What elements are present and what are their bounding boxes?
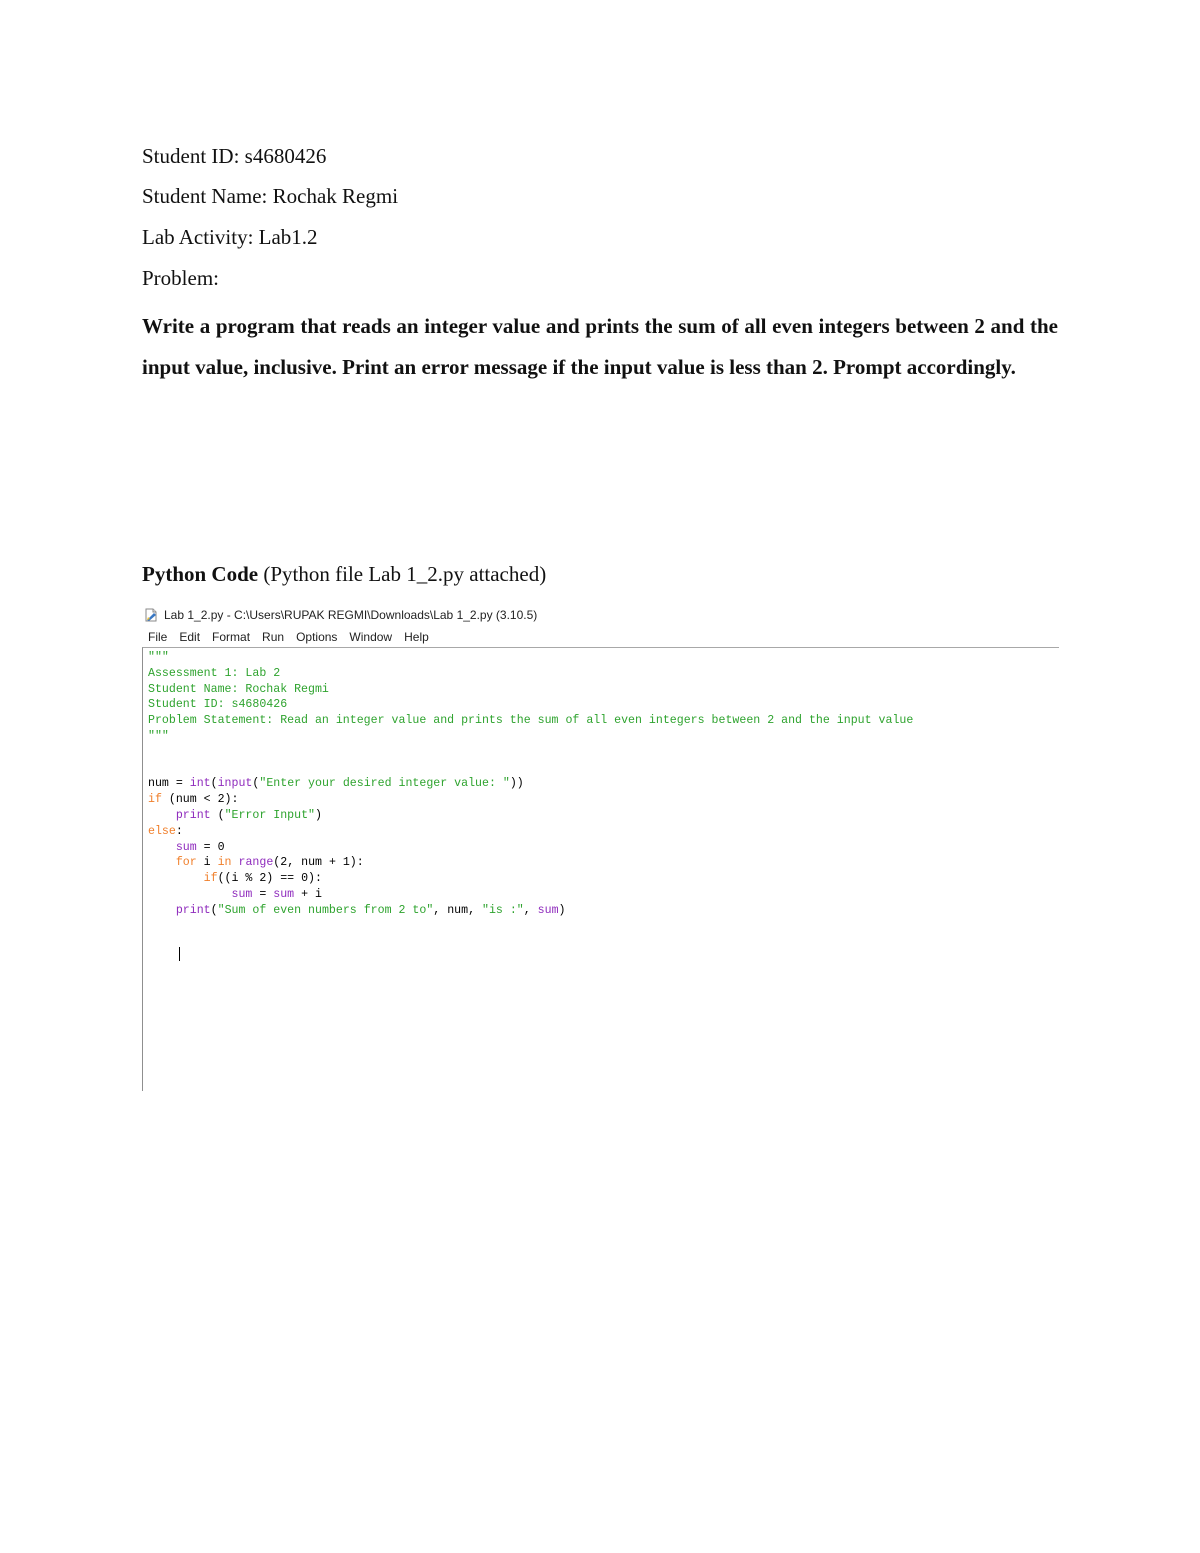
code-line bbox=[148, 697, 913, 713]
menu-options[interactable]: Options bbox=[296, 630, 338, 644]
code-token-default: (2, num + 1): bbox=[273, 856, 364, 870]
python-source-code bbox=[148, 650, 913, 919]
code-line bbox=[148, 761, 913, 777]
code-token-string: Student ID: s4680426 bbox=[148, 698, 288, 712]
code-token-string: """ bbox=[148, 729, 169, 743]
code-token-string: """ bbox=[148, 651, 169, 664]
menu-window[interactable]: Window bbox=[349, 630, 393, 644]
code-token-default bbox=[148, 841, 176, 854]
text-cursor bbox=[179, 947, 180, 961]
code-token-default bbox=[148, 888, 232, 901]
code-token-default: = bbox=[252, 887, 274, 901]
code-token-builtin: print bbox=[175, 808, 211, 822]
menu-file[interactable]: File bbox=[148, 630, 168, 644]
code-token-builtin: range bbox=[238, 856, 274, 870]
problem-label: Problem: bbox=[142, 266, 219, 290]
code-token-string: "is :" bbox=[482, 903, 524, 917]
idle-editor-screenshot bbox=[142, 604, 1060, 1090]
code-line bbox=[148, 666, 913, 682]
code-line bbox=[148, 682, 913, 698]
code-line bbox=[148, 776, 913, 792]
code-token-default: ) bbox=[558, 903, 566, 917]
code-token-default: (num < 2): bbox=[161, 793, 239, 807]
code-token-builtin: sum bbox=[175, 840, 197, 854]
code-token-default: ) bbox=[315, 808, 322, 822]
code-token-default: , num, bbox=[433, 903, 482, 917]
code-token-builtin: input bbox=[217, 777, 253, 791]
menu-format[interactable]: Format bbox=[212, 630, 251, 644]
code-line bbox=[148, 792, 913, 808]
code-token-string: Assessment 1: Lab 2 bbox=[148, 666, 281, 680]
code-token-default: : bbox=[175, 824, 183, 838]
code-token-default: ((i % 2) == 0): bbox=[217, 872, 322, 886]
code-heading bbox=[142, 562, 546, 586]
code-token-default: = 0 bbox=[196, 840, 225, 854]
code-token-builtin: print bbox=[175, 903, 211, 917]
code-token-string: Student Name: Rochak Regmi bbox=[148, 682, 329, 696]
code-line bbox=[148, 871, 913, 887]
code-token-default bbox=[148, 856, 176, 869]
code-line bbox=[148, 713, 913, 729]
code-token-keyword: if bbox=[203, 872, 218, 886]
code-line bbox=[148, 855, 913, 871]
idle-title-bar bbox=[142, 604, 1060, 626]
code-heading-note: (Python file Lab 1_2.py attached) bbox=[258, 562, 547, 586]
code-token-string: "Sum of even numbers from 2 to" bbox=[217, 903, 434, 917]
idle-menu-bar bbox=[142, 627, 1060, 647]
code-token-keyword: for bbox=[175, 856, 197, 870]
code-heading-bold: Python Code bbox=[142, 562, 259, 586]
code-line bbox=[148, 887, 913, 903]
code-token-builtin: sum bbox=[273, 887, 295, 901]
code-token-builtin: int bbox=[189, 777, 211, 791]
code-token-string: "Enter your desired integer value: " bbox=[259, 777, 510, 791]
student-id: Student ID: s4680426 bbox=[142, 144, 327, 168]
code-token-string: "Error Input" bbox=[224, 808, 316, 822]
code-token-default: i bbox=[196, 856, 218, 870]
code-token-default: ( bbox=[252, 777, 260, 791]
code-line bbox=[148, 840, 913, 856]
lab-activity: Lab Activity: Lab1.2 bbox=[142, 225, 318, 249]
menu-help[interactable]: Help bbox=[404, 630, 429, 644]
code-line bbox=[148, 808, 913, 824]
problem-statement: Write a program that reads an integer value and prints the sum of all even integers between 2 and the input value, inclusive. Print an error message if the input value is less than 2. Prompt accordingly. bbox=[142, 314, 1058, 379]
code-token-default bbox=[148, 809, 176, 822]
code-token-default: + i bbox=[294, 887, 322, 901]
code-token-default: , bbox=[523, 903, 538, 917]
code-token-default: )) bbox=[509, 777, 524, 791]
idle-window-title: Lab 1_2.py - C:\Users\RUPAK REGMI\Downloads\Lab 1_2.py (3.10.5) bbox=[164, 608, 538, 622]
code-token-keyword: if bbox=[148, 793, 162, 807]
code-token-string: Problem Statement: Read an integer value and prints the sum of all even integers between 2 and the input value bbox=[148, 714, 914, 728]
python-file-icon bbox=[144, 608, 158, 622]
code-line bbox=[148, 650, 913, 666]
code-line bbox=[148, 745, 913, 761]
student-name: Student Name: Rochak Regmi bbox=[142, 184, 399, 208]
code-editor-area[interactable] bbox=[142, 647, 1059, 1091]
code-token-default: ( bbox=[210, 777, 218, 791]
code-token-keyword: else bbox=[148, 824, 176, 838]
code-token-default: num = bbox=[148, 777, 190, 791]
code-token-default bbox=[148, 904, 176, 917]
code-token-builtin: sum bbox=[231, 887, 253, 901]
code-token-default: ( bbox=[210, 903, 218, 917]
code-token-default bbox=[148, 872, 204, 885]
code-token-default: ( bbox=[210, 808, 225, 822]
code-line bbox=[148, 903, 913, 919]
menu-edit[interactable]: Edit bbox=[179, 630, 201, 644]
menu-run[interactable]: Run bbox=[262, 630, 285, 644]
code-line bbox=[148, 824, 913, 840]
code-token-keyword: in bbox=[217, 856, 232, 870]
code-line bbox=[148, 729, 913, 745]
code-token-builtin: sum bbox=[537, 903, 559, 917]
